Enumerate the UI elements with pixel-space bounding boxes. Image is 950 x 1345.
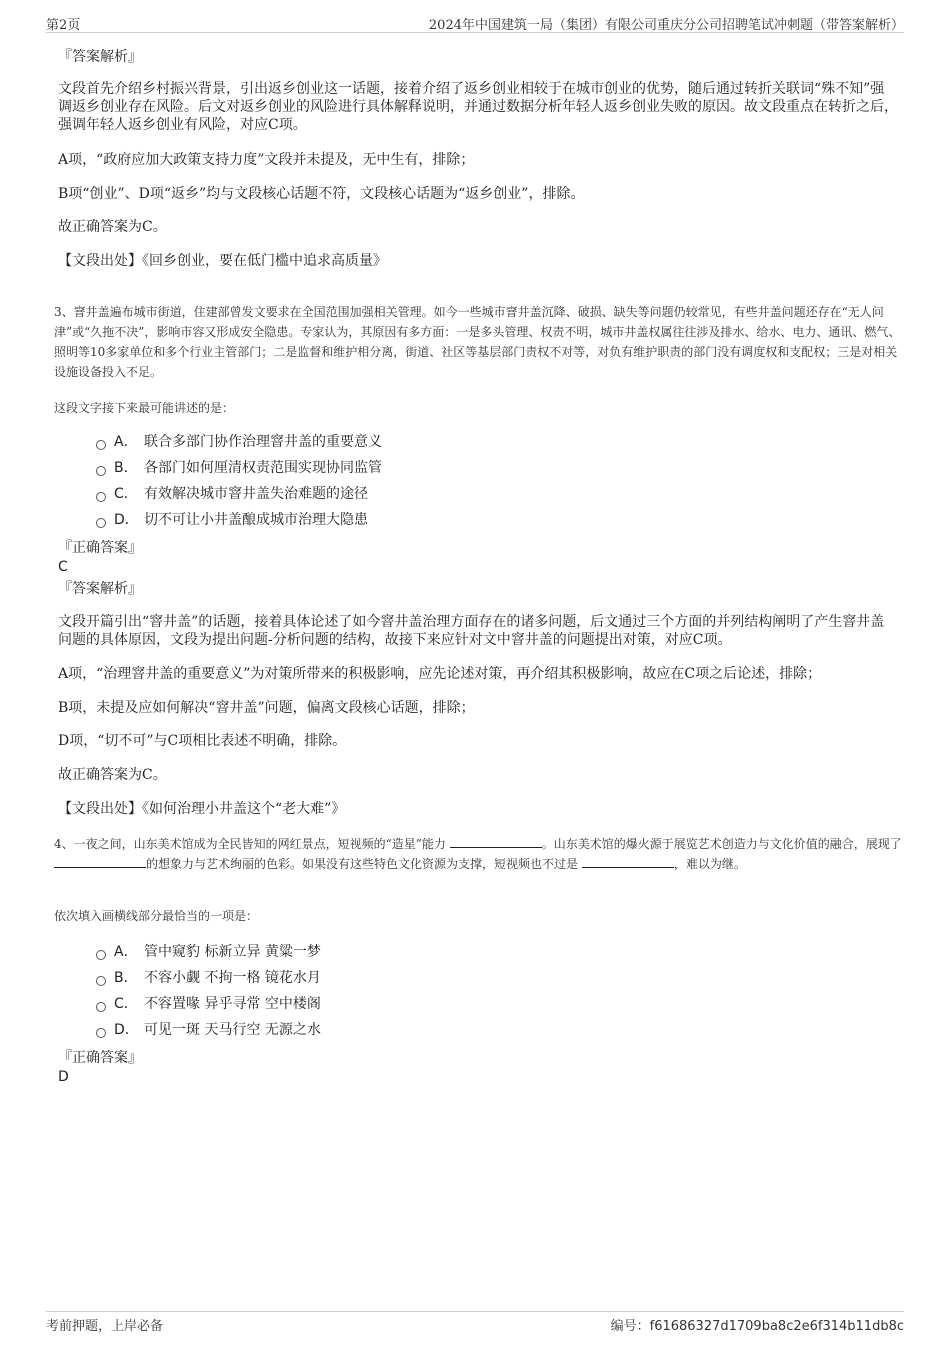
q2-analysis-label: 『答案解析』 bbox=[58, 49, 142, 65]
q2-analysis: 文段首先介绍乡村振兴背景，引出返乡创业这一话题，接着介绍了返乡创业相较于在城市创业的优势，随后通过转折关联词“殊不知”强调返乡创业存在风险。后文对返乡创业的风险进行具体解释说明，并通过数据分析年轻人返乡创业失败的原因。故文段重点在转折之后，强调年轻人返乡创业有风险，对应C项。 bbox=[58, 81, 898, 133]
q4-stem-part-1: 4、一夜之间，山东美术馆成为全民皆知的网红景点，短视频的“造星”能力 bbox=[54, 837, 450, 851]
q3-option-b-note: B项，未提及应如何解决“窨井盖”问题，偏离文段核心话题，排除； bbox=[58, 700, 475, 716]
option-text: 联合多部门协作治理窨井盖的重要意义 bbox=[144, 434, 382, 450]
q4-stem-part-4: ，难以为继。 bbox=[673, 857, 746, 871]
option-key: A． bbox=[114, 434, 138, 450]
option-text: 不容置喙 异乎寻常 空中楼阁 bbox=[144, 996, 321, 1012]
footer-slogan: 考前押题，上岸必备 bbox=[46, 1319, 164, 1334]
q4-stem-part-2: 。山东美术馆的爆火源于展览艺术创造力与文化价值的融合，展现了 bbox=[541, 837, 902, 851]
q3-prompt: 这段文字接下来最可能讲述的是： bbox=[54, 401, 235, 415]
q4-option-d[interactable] bbox=[96, 1021, 321, 1039]
q3-analysis-label: 『答案解析』 bbox=[58, 581, 142, 597]
q3-option-d[interactable] bbox=[96, 511, 368, 529]
q3-option-a-note: A项，“治理窨井盖的重要意义”为对策所带来的积极影响，应先论述对策，再介绍其积极影响，故应在C项之后论述，排除； bbox=[58, 666, 822, 682]
q2-conclusion: 故正确答案为C。 bbox=[58, 219, 167, 235]
option-key: A． bbox=[114, 944, 138, 960]
radio-icon[interactable] bbox=[96, 440, 106, 450]
radio-icon[interactable] bbox=[96, 466, 106, 476]
option-key: C． bbox=[114, 486, 138, 502]
page-number: 第2页 bbox=[46, 18, 81, 33]
q3-correct-answer: C bbox=[58, 559, 68, 575]
page-footer bbox=[46, 1311, 904, 1334]
radio-icon[interactable] bbox=[96, 492, 106, 502]
fill-blank-3[interactable] bbox=[582, 855, 674, 868]
q3-analysis: 文段开篇引出“窨井盖”的话题，接着具体论述了如今窨井盖治理方面存在的诸多问题，后文通过三个方面的并列结构阐明了产生窨井盖问题的具体原因，文段为提出问题-分析问题的结构，故接下来应针对文中窨井盖的问题提出对策，对应C项。 bbox=[58, 614, 885, 648]
option-text: 有效解决城市窨井盖失治难题的途径 bbox=[144, 486, 368, 502]
option-key: B． bbox=[114, 970, 138, 986]
option-text: 管中窥豹 标新立异 黄粱一梦 bbox=[144, 944, 321, 960]
radio-icon[interactable] bbox=[96, 1002, 106, 1012]
q4-option-b[interactable] bbox=[96, 969, 321, 987]
document-title: 2024年中国建筑一局（集团）有限公司重庆分公司招聘笔试冲刺题（带答案解析） bbox=[428, 18, 904, 33]
page-header bbox=[46, 14, 904, 33]
q3-correct-label: 『正确答案』 bbox=[58, 540, 142, 556]
q4-option-a[interactable] bbox=[96, 943, 321, 961]
radio-icon[interactable] bbox=[96, 976, 106, 986]
q3-option-d-note: D项，“切不可”与C项相比表述不明确，排除。 bbox=[58, 733, 347, 749]
option-text: 切不可让小井盖酿成城市治理大隐患 bbox=[144, 512, 368, 528]
q3-option-b[interactable] bbox=[96, 459, 382, 477]
q3-option-a[interactable] bbox=[96, 433, 382, 451]
option-text: 不容小觑 不拘一格 镜花水月 bbox=[144, 970, 321, 986]
q2-source: 【文段出处】《回乡创业，要在低门槛中追求高质量》 bbox=[58, 253, 387, 269]
q2-option-bd-note: B项“创业”、D项“返乡”均与文段核心话题不符，文段核心话题为“返乡创业”，排除。 bbox=[58, 186, 585, 202]
fill-blank-1[interactable] bbox=[450, 835, 542, 848]
fill-blank-2[interactable] bbox=[54, 855, 146, 868]
option-text: 可见一斑 天马行空 无源之水 bbox=[144, 1022, 321, 1038]
q3-stem: 3、窨井盖遍布城市街道，住建部曾发文要求在全国范围加强相关管理。如今一些城市窨井盖沉降、破损、缺失等问题仍较常见，有些井盖问题还存在“无人问津”或“久拖不决”，影响市容又形成安全隐患。专家认为，其原因有多方面：一是多头管理、权责不明，城市井盖权属往往涉及排水、给水、电力、通讯、燃气、照明等10多家单位和多个行业主管部门；二是监督和维护相分离，街道、社区等基层部门责权不对等，对负有维护职责的部门没有调度权和支配权；三是对相关设施设备投入不足。 bbox=[54, 305, 901, 379]
q3-option-c[interactable] bbox=[96, 485, 368, 503]
radio-icon[interactable] bbox=[96, 1028, 106, 1038]
code-value: f61686327d1709ba8c2e6f314b11db8c bbox=[649, 1319, 904, 1334]
option-text: 各部门如何厘清权责范围实现协同监管 bbox=[144, 460, 382, 476]
q4-correct-label: 『正确答案』 bbox=[58, 1050, 142, 1066]
option-key: C． bbox=[114, 996, 138, 1012]
q4-stem-part-3: 的想象力与艺术绚丽的色彩。如果没有这些特色文化资源为支撑，短视频也不过是 bbox=[146, 857, 582, 871]
q3-conclusion: 故正确答案为C。 bbox=[58, 767, 167, 783]
radio-icon[interactable] bbox=[96, 518, 106, 528]
option-key: D． bbox=[114, 512, 139, 528]
q3-source: 【文段出处】《如何治理小井盖这个“老大难”》 bbox=[58, 801, 346, 817]
q4-option-c[interactable] bbox=[96, 995, 321, 1013]
document-code bbox=[611, 1315, 904, 1334]
q4-stem bbox=[54, 834, 904, 874]
q2-option-a-note: A项，“政府应加大政策支持力度”文段并未提及，无中生有，排除； bbox=[58, 152, 475, 168]
option-key: B． bbox=[114, 460, 138, 476]
q4-prompt: 依次填入画横线部分最恰当的一项是： bbox=[54, 909, 259, 923]
radio-icon[interactable] bbox=[96, 950, 106, 960]
q4-correct-answer: D bbox=[58, 1069, 69, 1085]
option-key: D． bbox=[114, 1022, 139, 1038]
code-label: 编号： bbox=[610, 1319, 650, 1334]
